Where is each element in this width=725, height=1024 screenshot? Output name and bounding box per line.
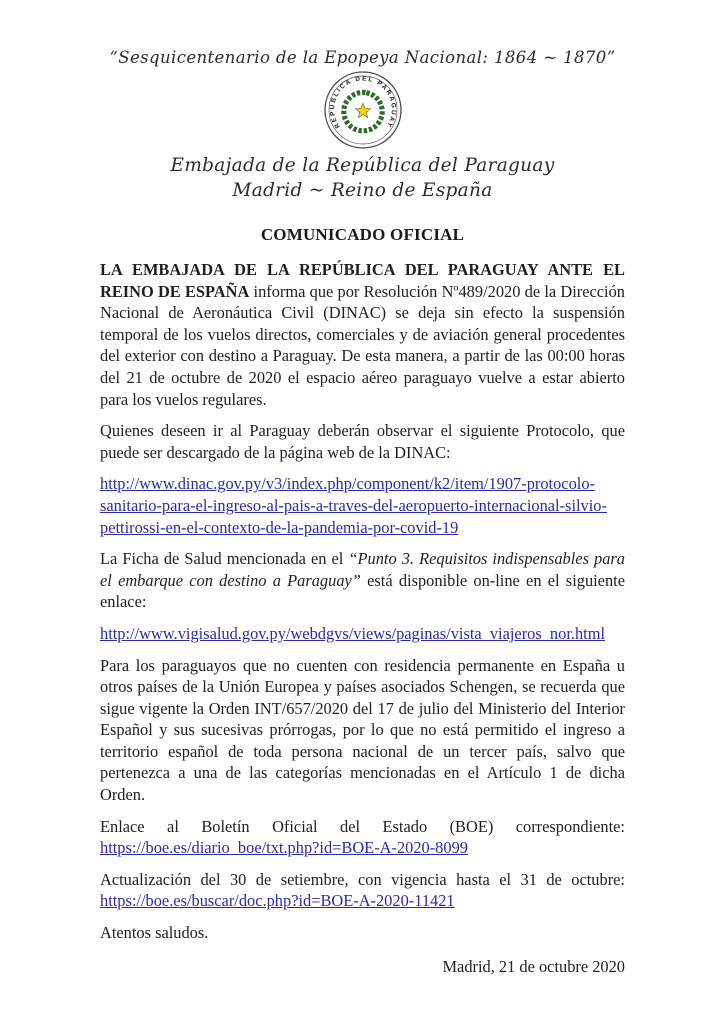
dateline: Madrid, 21 de octubre 2020 — [442, 956, 625, 976]
paraguay-seal — [100, 70, 625, 150]
paragraph-dinac-link — [100, 473, 625, 538]
paragraph-announcement — [100, 259, 625, 410]
announcement-text: informa que por Resolución Nº489/2020 de la Dirección Nacional de Aeronáutica Civil (DINAC) se deja sin efecto la suspensión temporal de los vuelos directos, comerciales y de aviación general procedentes del exterior con destino a Paraguay. De esta manera, a partir de las 00:00 horas del 21 de octubre de 2020 el espacio aéreo paraguayo vuelve a estar abierto para los vuelos regulares. — [100, 281, 625, 409]
health-form-pre: La Ficha de Salud mencionada en el — [100, 549, 349, 569]
punto3-italic-quote: “Punto 3. Requisitos indispensables para el embarque con destino a Paraguay” — [100, 549, 625, 590]
paragraph-schengen-rules: Para los paraguayos que no cuenten con residencia permanente en España u otros países de la Unión Europea y países asociados Schengen, se recuerda que sigue vigente la Orden INT/657/2020 del 17 de julio del Ministerio del Interior Español y sus sucesivas prórrogas, por lo que no está permitido el ingreso a territorio español de toda persona nacional de un tercer país, salvo que pertenezca a una de las categorías mencionadas en el Artículo 1 de dicha Orden. — [100, 655, 625, 805]
paraguay-coat-of-arms-icon — [323, 70, 403, 150]
motto-line: “Sesquicentenario de la Epopeya Nacional: 1864 ~ 1870” — [109, 48, 616, 67]
paragraph-boe-update — [100, 869, 625, 912]
embassy-bold-leadin: LA EMBAJADA DE LA REPÚBLICA DEL PARAGUAY ANTE EL REINO DE ESPAÑA — [100, 260, 625, 301]
vigisalud-link[interactable]: http://www.vigisalud.gov.py/webdgvs/views/paginas/vista_viajeros_nor.html — [100, 623, 606, 643]
boe-label: Enlace al Boletín Oficial del Estado (BOE) correspondiente: — [100, 816, 625, 836]
document-title: COMUNICADO OFICIAL — [260, 225, 465, 244]
embassy-name-line: Embajada de la República del Paraguay — [170, 155, 555, 176]
boe-link[interactable]: https://boe.es/diario_boe/txt.php?id=BOE-A-2020-8099 — [100, 838, 468, 858]
closing-salutation: Atentos saludos. — [100, 923, 209, 943]
boe-update-link[interactable]: https://boe.es/buscar/doc.php?id=BOE-A-2020-11421 — [100, 891, 455, 911]
paragraph-health-form — [100, 548, 625, 613]
health-form-post: está disponible on-line en el siguiente enlace: — [100, 570, 625, 612]
dinac-protocol-link[interactable]: http://www.dinac.gov.py/v3/index.php/component/k2/item/1907-protocolo-sanitario-para-el-ingreso-al-pais-a-traves-del-aeropuerto-internacional-silvio-pettirossi-en-el-contexto-de-la-pandemia-por-covid-19 — [100, 474, 607, 537]
boe-update-label: Actualización del 30 de setiembre, con vigencia hasta el 31 de octubre: — [100, 869, 625, 889]
seal-curved-text: REPUBLICA DEL PARAGUAY — [328, 75, 397, 130]
paragraph-boe — [100, 816, 625, 859]
paragraph-vigisalud-link — [100, 623, 625, 645]
embassy-location-line: Madrid ~ Reino de España — [232, 180, 493, 201]
paragraph-protocol: Quienes deseen ir al Paraguay deberán observar el siguiente Protocolo, que puede ser descargado de la página web de la DINAC: — [100, 421, 625, 462]
